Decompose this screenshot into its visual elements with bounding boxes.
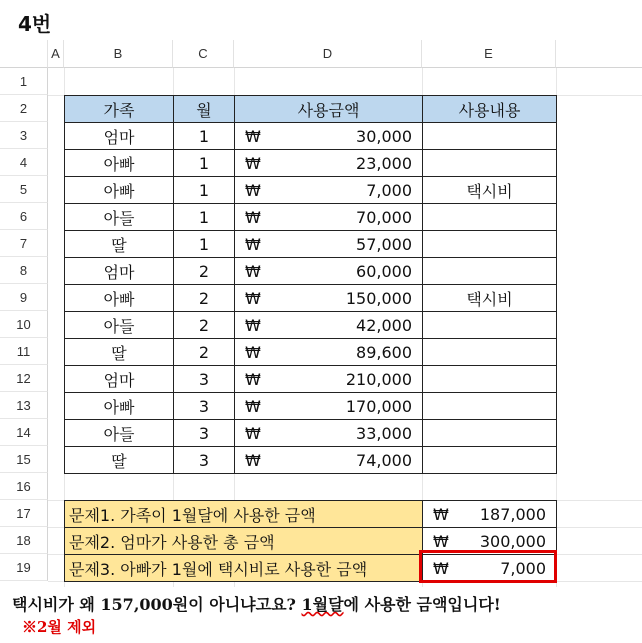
won-symbol: ₩ — [245, 126, 261, 146]
amount-value: 30,000 — [356, 126, 412, 146]
detail-cell[interactable] — [422, 257, 557, 285]
won-symbol: ₩ — [433, 558, 449, 578]
header-amount[interactable]: 사용금액 — [234, 95, 423, 123]
amount-cell[interactable] — [234, 176, 423, 204]
amount-value: 74,000 — [356, 450, 412, 470]
won-symbol: ₩ — [245, 450, 261, 470]
family-cell[interactable]: 아들 — [64, 203, 174, 231]
month-cell[interactable]: 2 — [173, 284, 235, 312]
amount-value: 70,000 — [356, 207, 412, 227]
amount-cell[interactable] — [234, 311, 423, 339]
won-symbol: ₩ — [245, 180, 261, 200]
row-header[interactable]: 6 — [0, 203, 48, 230]
question-2[interactable]: 문제2. 엄마가 사용한 총 금액 — [64, 527, 423, 555]
family-cell[interactable]: 아빠 — [64, 392, 174, 420]
won-symbol: ₩ — [245, 342, 261, 362]
row-header[interactable]: 7 — [0, 230, 48, 257]
column-header-d[interactable]: D — [234, 40, 422, 68]
amount-cell[interactable] — [234, 338, 423, 366]
detail-cell[interactable] — [422, 203, 557, 231]
detail-cell[interactable] — [422, 365, 557, 393]
row-header[interactable]: 5 — [0, 176, 48, 203]
month-cell[interactable]: 1 — [173, 203, 235, 231]
row-header[interactable]: 18 — [0, 527, 48, 554]
amount-cell[interactable] — [234, 257, 423, 285]
won-symbol: ₩ — [245, 315, 261, 335]
amount-cell[interactable] — [234, 230, 423, 258]
note-text-a: 택시비가 왜 157,000원이 아니냐고요? — [12, 595, 302, 614]
row-header[interactable]: 3 — [0, 122, 48, 149]
won-symbol: ₩ — [433, 504, 449, 524]
month-cell[interactable]: 3 — [173, 392, 235, 420]
month-cell[interactable]: 1 — [173, 149, 235, 177]
amount-value: 57,000 — [356, 234, 412, 254]
amount-cell[interactable] — [234, 122, 423, 150]
amount-cell[interactable] — [234, 149, 423, 177]
amount-value: 150,000 — [345, 288, 412, 308]
amount-value: 33,000 — [356, 423, 412, 443]
note-line-1 — [12, 592, 501, 615]
row-header[interactable]: 13 — [0, 392, 48, 419]
amount-value: 210,000 — [345, 369, 412, 389]
answer-1[interactable] — [422, 500, 557, 528]
header-family[interactable]: 가족 — [64, 95, 174, 123]
column-header-e[interactable]: E — [422, 40, 556, 68]
amount-cell[interactable] — [234, 392, 423, 420]
won-symbol: ₩ — [433, 531, 449, 551]
amount-cell[interactable] — [234, 284, 423, 312]
row-header[interactable]: 14 — [0, 419, 48, 446]
amount-value: 60,000 — [356, 261, 412, 281]
month-cell[interactable]: 2 — [173, 338, 235, 366]
column-header-b[interactable]: B — [64, 40, 173, 68]
detail-cell[interactable] — [422, 338, 557, 366]
detail-cell[interactable]: 택시비 — [422, 176, 557, 204]
month-cell[interactable]: 1 — [173, 176, 235, 204]
detail-cell[interactable] — [422, 392, 557, 420]
won-symbol: ₩ — [245, 423, 261, 443]
row-header[interactable]: 17 — [0, 500, 48, 527]
answer-value: 7,000 — [500, 558, 546, 578]
won-symbol: ₩ — [245, 369, 261, 389]
column-header-a[interactable]: A — [48, 40, 64, 68]
row-header[interactable]: 15 — [0, 446, 48, 473]
won-symbol: ₩ — [245, 153, 261, 173]
answer-value: 187,000 — [479, 504, 546, 524]
month-cell[interactable]: 3 — [173, 419, 235, 447]
row-header[interactable]: 4 — [0, 149, 48, 176]
question-1[interactable]: 문제1. 가족이 1월달에 사용한 금액 — [64, 500, 423, 528]
won-symbol: ₩ — [245, 234, 261, 254]
row-header[interactable]: 12 — [0, 365, 48, 392]
detail-cell[interactable] — [422, 446, 557, 474]
page-title: 4번 — [18, 12, 52, 36]
month-cell[interactable]: 3 — [173, 365, 235, 393]
detail-cell[interactable] — [422, 230, 557, 258]
row-header[interactable]: 19 — [0, 554, 48, 581]
header-detail[interactable]: 사용내용 — [422, 95, 557, 123]
column-header-empty — [556, 40, 642, 68]
row-header[interactable]: 11 — [0, 338, 48, 365]
answer-3-highlight — [419, 550, 557, 583]
won-symbol: ₩ — [245, 261, 261, 281]
family-cell[interactable]: 아들 — [64, 311, 174, 339]
note-text-c: 에 사용한 금액입니다! — [343, 595, 501, 614]
family-cell[interactable]: 엄마 — [64, 122, 174, 150]
amount-value: 170,000 — [345, 396, 412, 416]
family-cell[interactable]: 아빠 — [64, 149, 174, 177]
row-header[interactable]: 9 — [0, 284, 48, 311]
detail-cell[interactable]: 택시비 — [422, 284, 557, 312]
row-header[interactable]: 1 — [0, 68, 48, 95]
family-cell[interactable]: 엄마 — [64, 365, 174, 393]
family-cell[interactable]: 아빠 — [64, 284, 174, 312]
won-symbol: ₩ — [245, 396, 261, 416]
won-symbol: ₩ — [245, 207, 261, 227]
month-cell[interactable]: 1 — [173, 230, 235, 258]
detail-cell[interactable] — [422, 122, 557, 150]
amount-value: 7,000 — [366, 180, 412, 200]
answer-value: 300,000 — [479, 531, 546, 551]
detail-cell[interactable] — [422, 311, 557, 339]
amount-cell[interactable] — [234, 419, 423, 447]
family-cell[interactable]: 딸 — [64, 446, 174, 474]
amount-value: 23,000 — [356, 153, 412, 173]
detail-cell[interactable] — [422, 149, 557, 177]
question-3[interactable]: 문제3. 아빠가 1월에 택시비로 사용한 금액 — [64, 554, 423, 582]
row-header[interactable]: 10 — [0, 311, 48, 338]
row-header[interactable]: 8 — [0, 257, 48, 284]
amount-value: 42,000 — [356, 315, 412, 335]
row-header[interactable]: 16 — [0, 473, 48, 500]
family-cell[interactable]: 아빠 — [64, 176, 174, 204]
family-cell[interactable]: 엄마 — [64, 257, 174, 285]
column-header-c[interactable]: C — [173, 40, 234, 68]
row-header[interactable]: 2 — [0, 95, 48, 122]
month-cell[interactable]: 2 — [173, 257, 235, 285]
note-line-2: ※2월 제외 — [22, 618, 97, 636]
header-month[interactable]: 월 — [173, 95, 235, 123]
amount-value: 89,600 — [356, 342, 412, 362]
month-cell[interactable]: 2 — [173, 311, 235, 339]
amount-cell[interactable] — [234, 365, 423, 393]
spreadsheet-grid — [0, 40, 642, 587]
won-symbol: ₩ — [245, 288, 261, 308]
amount-cell[interactable] — [234, 203, 423, 231]
amount-cell[interactable] — [234, 446, 423, 474]
family-cell[interactable]: 딸 — [64, 338, 174, 366]
month-cell[interactable]: 1 — [173, 122, 235, 150]
note-text-b: 1월달 — [301, 595, 344, 614]
family-cell[interactable]: 딸 — [64, 230, 174, 258]
detail-cell[interactable] — [422, 419, 557, 447]
family-cell[interactable]: 아들 — [64, 419, 174, 447]
select-all-corner[interactable] — [0, 40, 48, 68]
month-cell[interactable]: 3 — [173, 446, 235, 474]
